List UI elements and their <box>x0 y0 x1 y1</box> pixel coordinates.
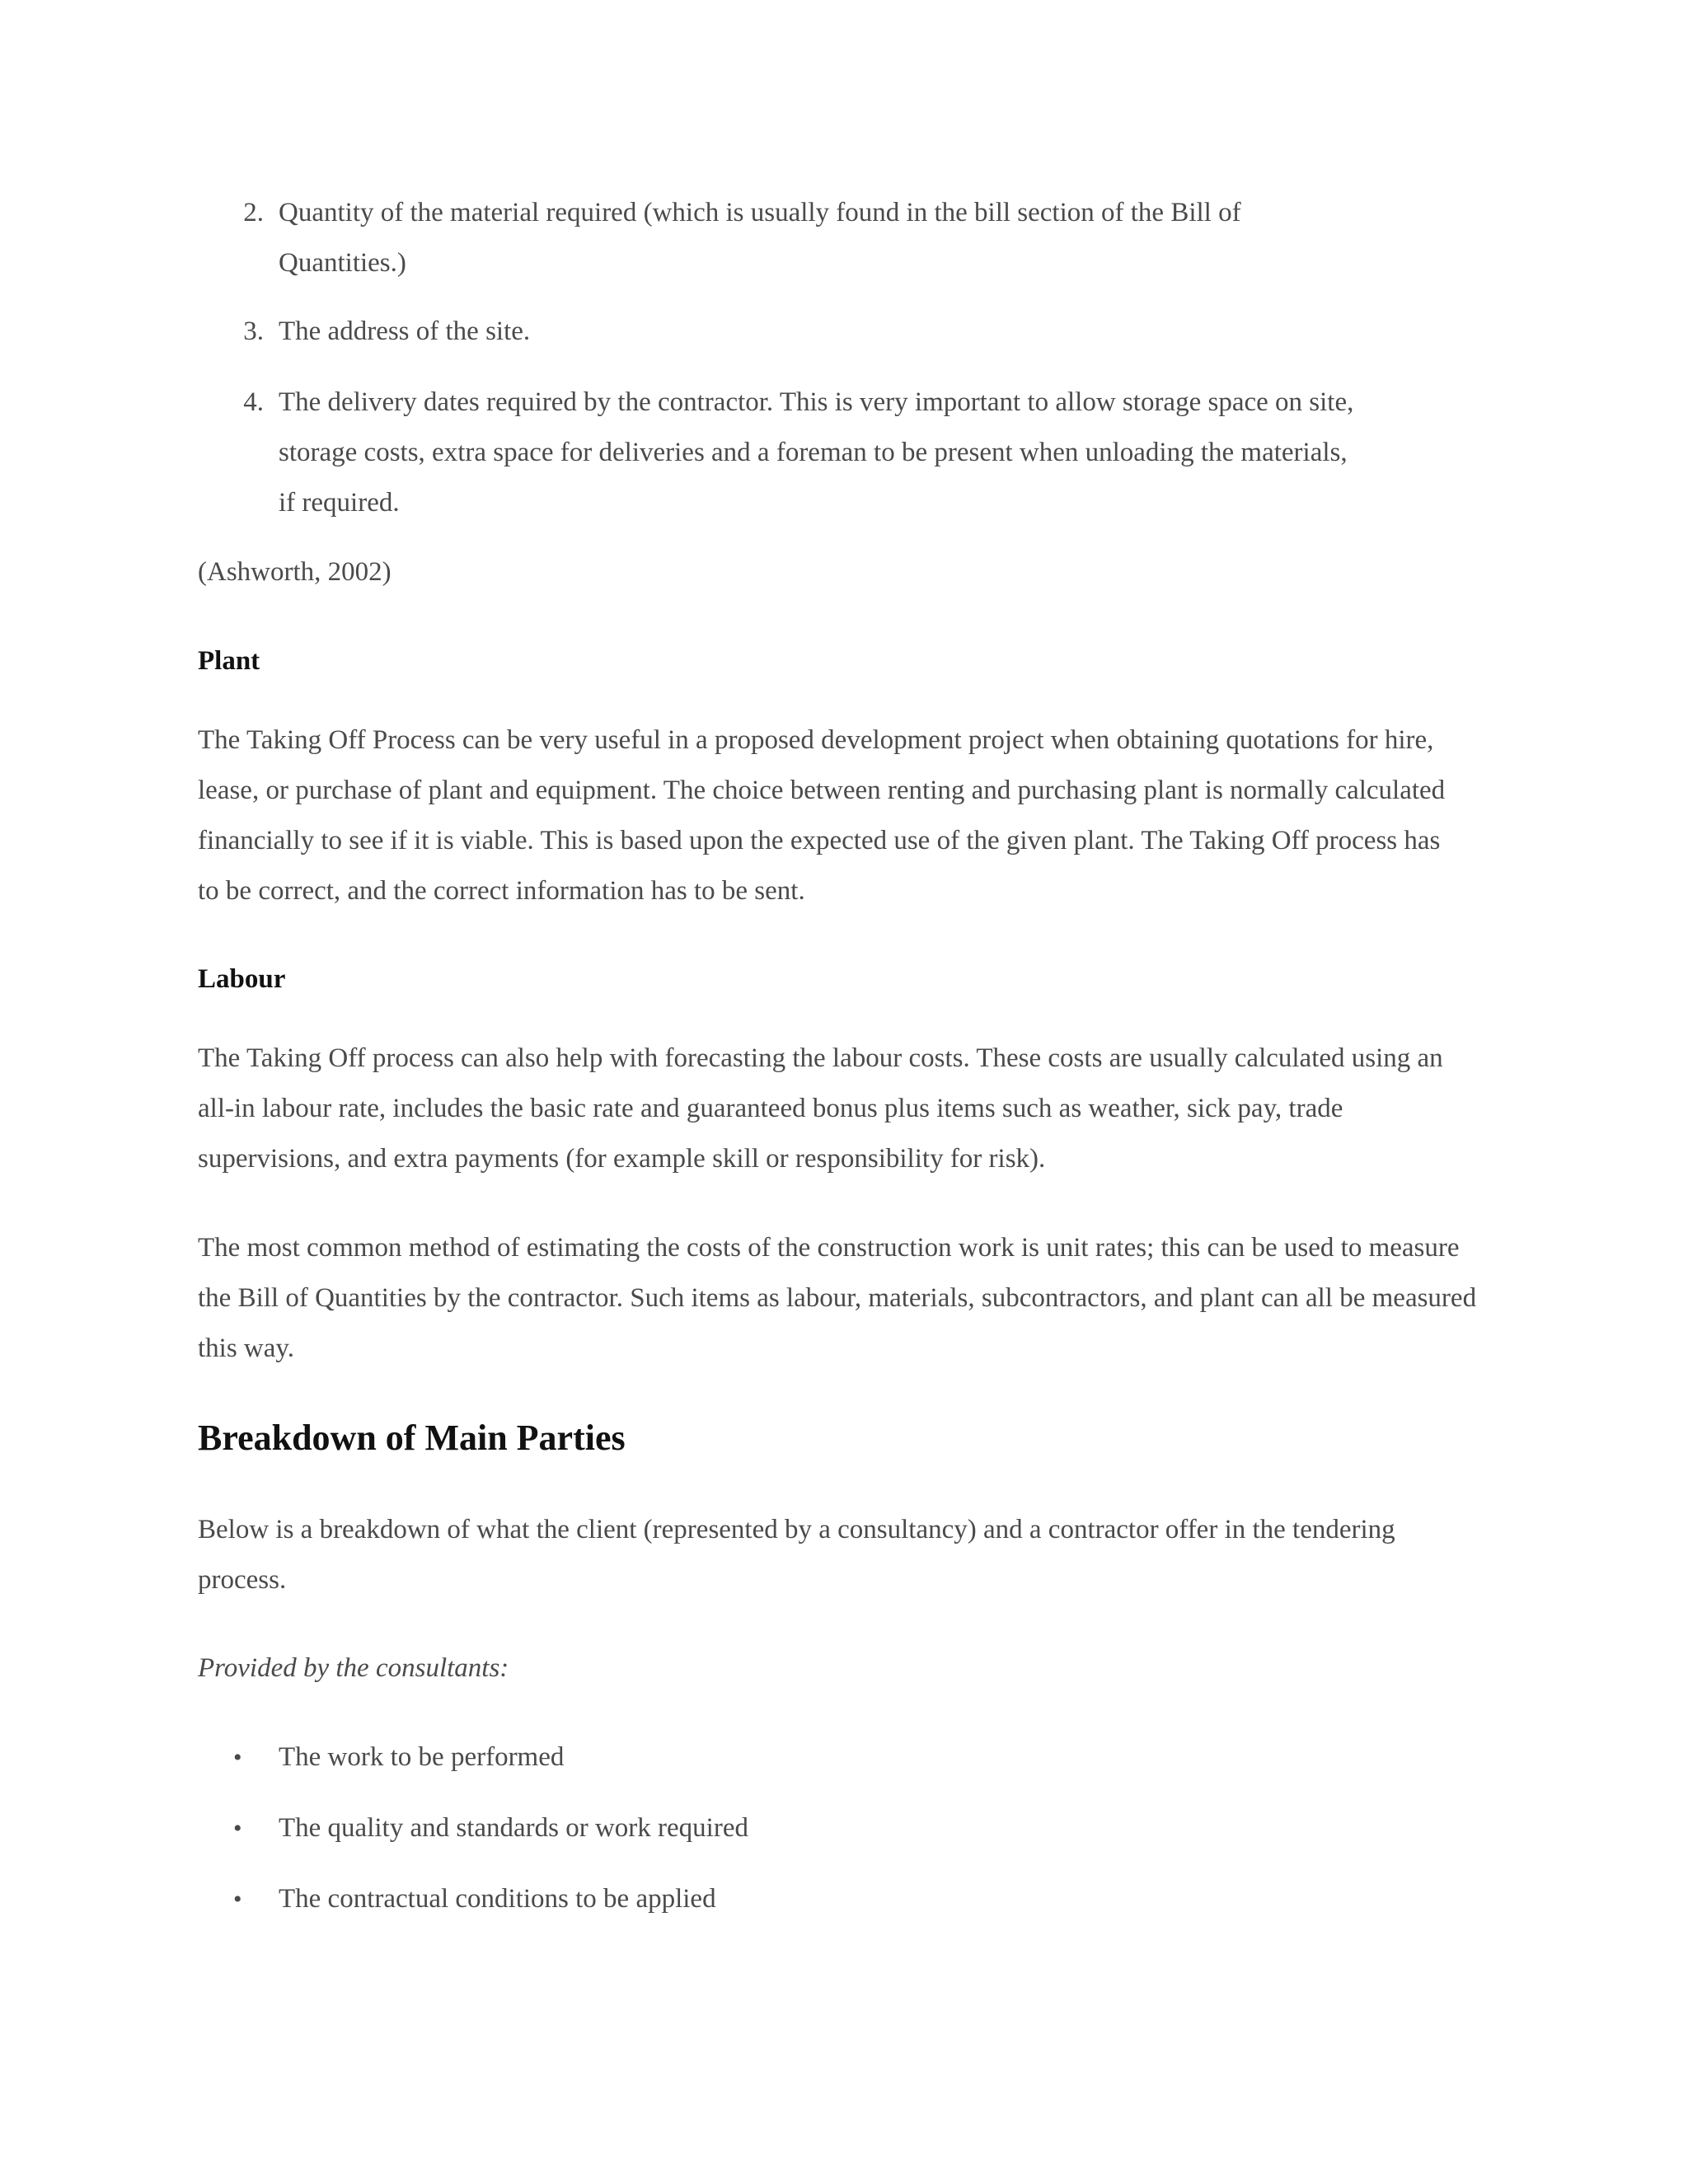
intro-paragraph: Below is a breakdown of what the client (represented by a consultancy) and a contractor offer in the tendering process. <box>198 1515 1395 1595</box>
bullet-item: The quality and standards or work required <box>279 1813 748 1843</box>
bullet-icon: • <box>233 1744 242 1771</box>
labour-heading: Labour <box>198 964 286 994</box>
bullet-item: The contractual conditions to be applied <box>279 1884 716 1914</box>
list-number: 2. <box>243 198 264 227</box>
labour-paragraph: The most common method of estimating the costs of the construction work is unit rates; this can be used to measure the Bill of Quantities by the contractor. Such items as labour, materials, subcontractors, and plant can all be measured this way. <box>198 1233 1477 1363</box>
labour-paragraph: The Taking Off process can also help with forecasting the labour costs. These costs are usually calculated using an all-in labour rate, includes the basic rate and guaranteed bonus plus items such as weather, sick pay, trade supervisions, and extra payments (for example skill or responsibility for risk). <box>198 1043 1443 1174</box>
list-item-text: The delivery dates required by the contractor. This is very important to allow storage space on site, storage costs, extra space for deliveries and a foreman to be present when unloading the materials, if required. <box>279 387 1354 518</box>
list-item-text: Quantity of the material required (which is usually found in the bill section of the Bill of Quantities.) <box>279 198 1241 278</box>
section-heading: Breakdown of Main Parties <box>198 1418 626 1458</box>
bullet-item: The work to be performed <box>279 1742 565 1772</box>
plant-paragraph: The Taking Off Process can be very useful in a proposed development project when obtaining quotations for hire, lease, or purchase of plant and equipment. The choice between renting and purchasing plant is normally calculated financially to see if it is viable. This is based upon the expected use of the given plant. The Taking Off process has to be correct, and the correct information has to be sent. <box>198 725 1446 906</box>
consultants-label: Provided by the consultants: <box>198 1653 509 1683</box>
list-item-text: The address of the site. <box>279 316 531 346</box>
list-number: 4. <box>243 387 264 417</box>
bullet-icon: • <box>233 1815 242 1842</box>
citation: (Ashworth, 2002) <box>198 557 392 587</box>
bullet-icon: • <box>233 1886 242 1913</box>
list-number: 3. <box>243 316 264 346</box>
plant-heading: Plant <box>198 646 260 676</box>
